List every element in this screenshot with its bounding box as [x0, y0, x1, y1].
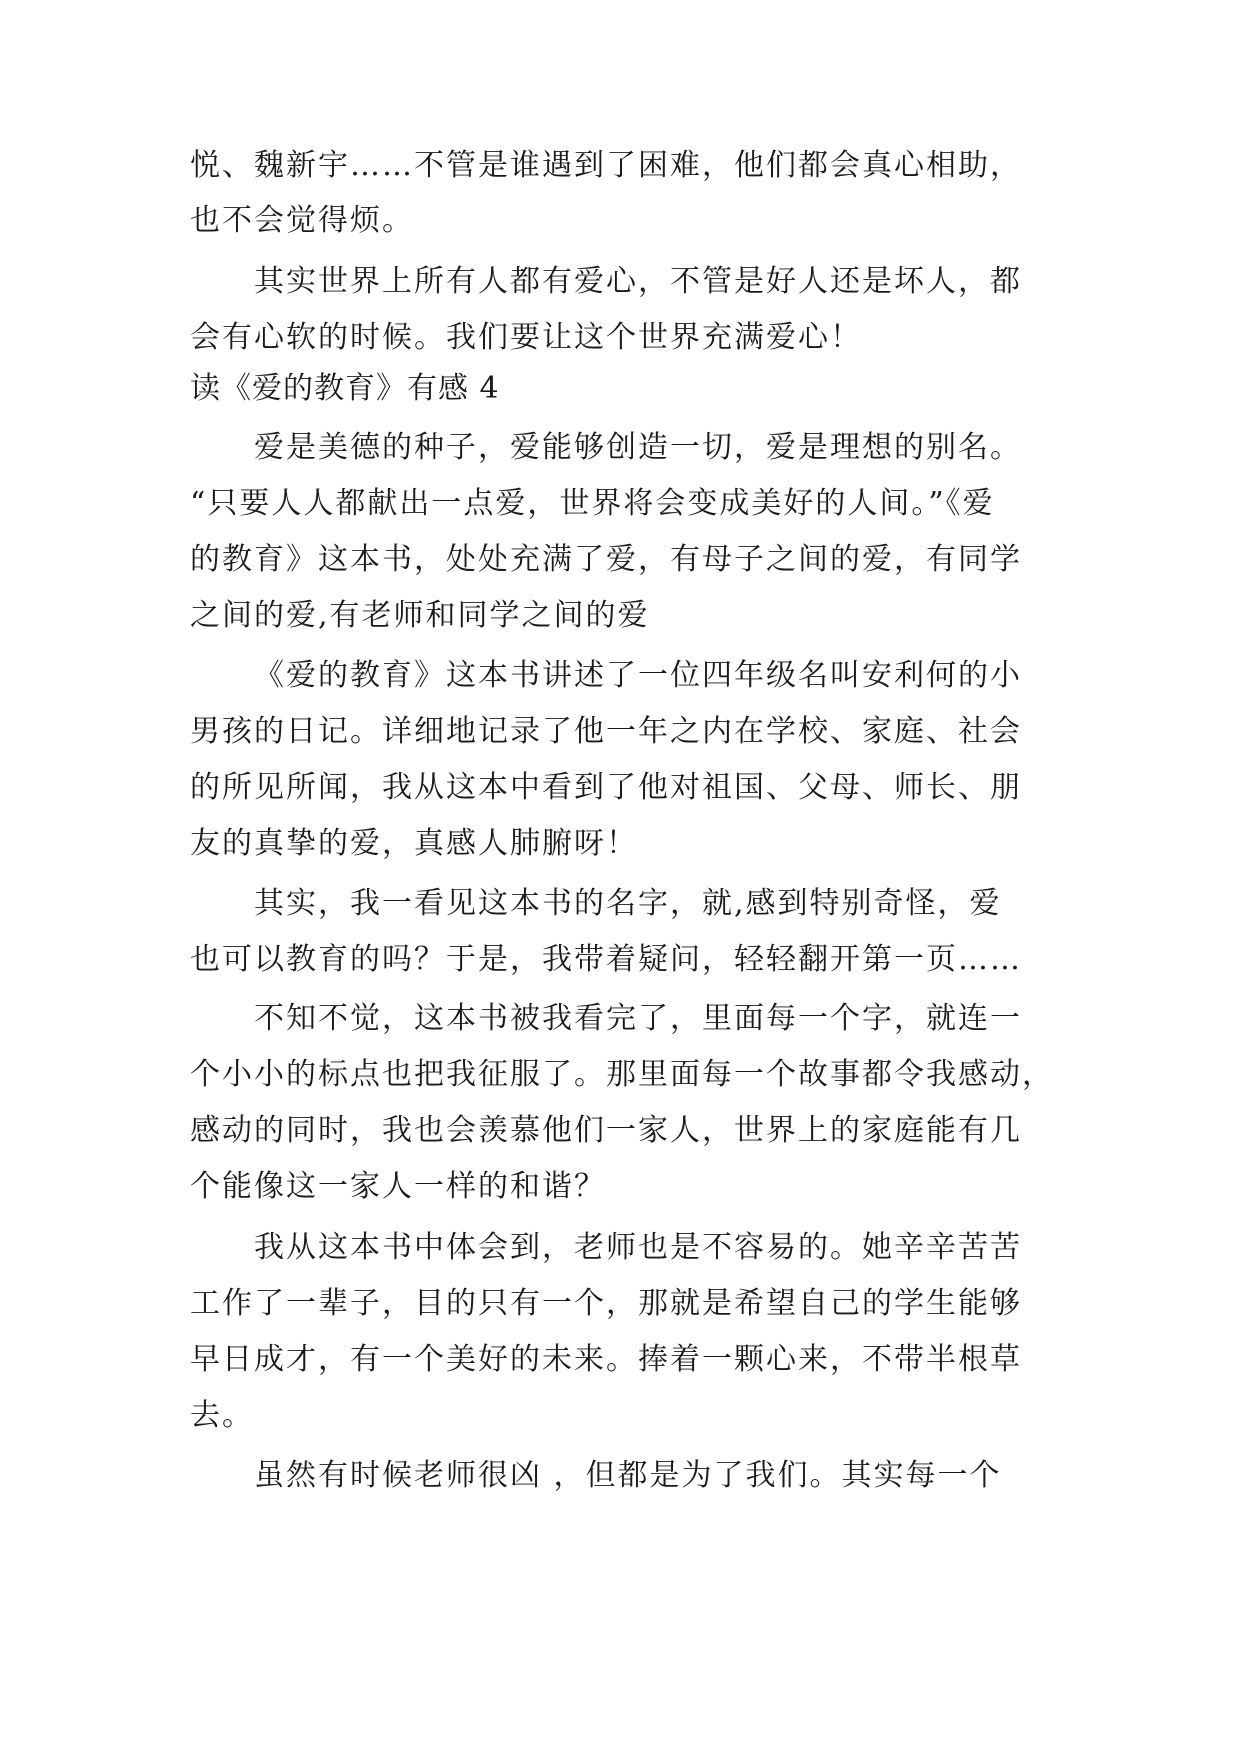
- text-line: 悦、魏新宇……不管是谁遇到了困难，他们都会真心相助，: [190, 148, 1022, 183]
- text-line: “只要人人都献出一点爱，世界将会变成美好的人间。”《爱: [190, 486, 995, 521]
- text-line: 的教育》这本书，处处充满了爱，有母子之间的爱，有同学: [190, 542, 1022, 577]
- text-line: 也可以教育的吗？于是，我带着疑问，轻轻翻开第一页……: [190, 942, 1022, 977]
- text-line: 男孩的日记。详细地记录了他一年之内在学校、家庭、社会: [190, 714, 1022, 749]
- text-line: 会有心软的时候。我们要让这个世界充满爱心！: [190, 320, 862, 355]
- paragraph-start: 其实，我一看见这本书的名字，就,感到特别奇怪，爱: [254, 886, 1002, 921]
- paragraph-start: 爱是美德的种子，爱能够创造一切，爱是理想的别名。: [254, 430, 1022, 465]
- text-line: 之间的爱,有老师和同学之间的爱: [190, 598, 650, 633]
- paragraph-start: 《爱的教育》这本书讲述了一位四年级名叫安利何的小: [254, 658, 1022, 693]
- text-line: 友的真挚的爱，真感人肺腑呀！: [190, 826, 638, 861]
- paragraph-start: 不知不觉，这本书被我看完了，里面每一个字，就连一: [254, 1001, 1022, 1036]
- text-line: 去。: [190, 1398, 254, 1433]
- text-line: 也不会觉得烦。: [190, 203, 414, 238]
- paragraph-start: 其实世界上所有人都有爱心，不管是好人还是坏人，都: [254, 264, 1022, 299]
- text-line: 早日成才，有一个美好的未来。捧着一颗心来，不带半根草: [190, 1342, 1022, 1377]
- text-line: 工作了一辈子，目的只有一个，那就是希望自己的学生能够: [190, 1286, 1022, 1321]
- paragraph-start: 我从这本书中体会到，老师也是不容易的。她辛辛苦苦: [254, 1230, 1022, 1265]
- text-line: 感动的同时，我也会羡慕他们一家人，世界上的家庭能有几: [190, 1113, 1022, 1148]
- paragraph-start: 虽然有时候老师很凶 ，但都是为了我们。其实每一个: [254, 1458, 1002, 1493]
- text-line: 个能像这一家人一样的和谐？: [190, 1169, 606, 1204]
- section-heading: 读《爱的教育》有感 4: [190, 371, 500, 406]
- text-line: 个小小的标点也把我征服了。那里面每一个故事都令我感动，: [190, 1057, 1054, 1092]
- text-line: 的所见所闻，我从这本中看到了他对祖国、父母、师长、朋: [190, 770, 1022, 805]
